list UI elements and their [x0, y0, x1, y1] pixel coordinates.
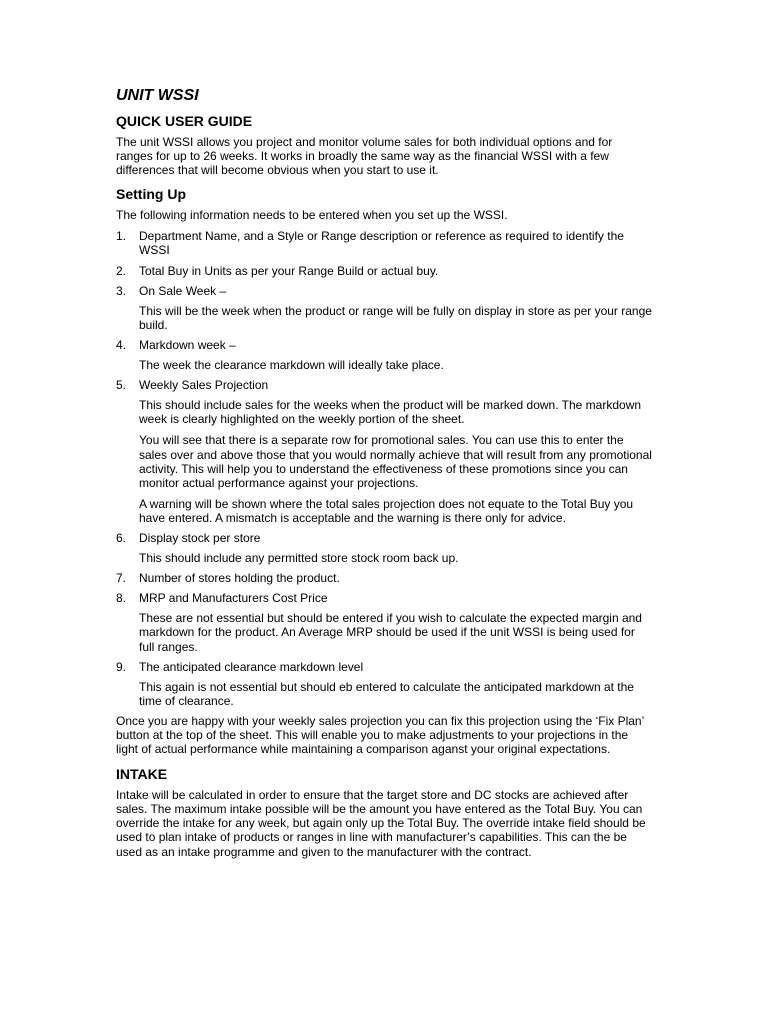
list-item-text: Total Buy in Units as per your Range Build or actual buy. — [139, 263, 439, 278]
list-item-detail: This should include any permitted store stock room back up. — [139, 551, 459, 566]
list-item-row — [116, 660, 652, 674]
list-item-detail: These are not essential but should be entered if you wish to calculate the expected margin and markdown for the product. An Average MRP should be used if the unit WSSI is being used for full ranges. — [139, 611, 642, 654]
list-item-detail: This again is not essential but should eb entered to calculate the anticipated markdown at the time of clearance. — [139, 679, 634, 708]
list-item-number: 8. — [116, 591, 127, 606]
intro-paragraph: The unit WSSI allows you project and monitor volume sales for both individual options and for ranges for up to 26 weeks. It works in broadly the same way as the financial WSSI with a few differences that will become obvious when you start to use it. — [116, 135, 613, 178]
setting-up-lead: The following information needs to be entered when you set up the WSSI. — [116, 208, 508, 223]
list-item-text: Number of stores holding the product. — [139, 571, 340, 586]
list-item — [116, 338, 652, 372]
list-item-detail: A warning will be shown where the total sales projection does not equate to the Total Buy you have entered. A mismatch is acceptable and the warning is there only for advice. — [139, 496, 634, 525]
list-item-row — [116, 571, 652, 585]
list-item-row — [116, 591, 652, 605]
list-item-text: Markdown week – — [139, 337, 236, 352]
list-item-number: 3. — [116, 283, 127, 298]
list-item-row — [116, 284, 652, 298]
list-item-number: 5. — [116, 378, 127, 393]
setup-steps-list — [116, 229, 652, 708]
list-item-text: Display stock per store — [139, 530, 261, 545]
document-title: UNIT WSSI — [116, 87, 199, 104]
list-item-detail: You will see that there is a separate row for promotional sales. You can use this to enter the sales over and above those that you would normally achieve that will result from any promotional activity. This will help you to understand the effectiveness of these promotions since you can monitor actual performance against your projections. — [139, 433, 652, 490]
list-item-text: Department Name, and a Style or Range description or reference as required to identify the WSSI — [139, 229, 624, 258]
list-item-detail: This should include sales for the weeks when the product will be marked down. The markdown week is clearly highlighted on the weekly portion of the sheet. — [139, 398, 642, 427]
list-item — [116, 264, 652, 278]
fix-plan-paragraph: Once you are happy with your weekly sales projection you can fix this projection using the ‘Fix Plan’ button at the top of the sheet. This will enable you to make adjustments to your projections in the light of actual performance while maintaining a comparison aganst your original expectations. — [116, 713, 644, 757]
list-item-number: 9. — [116, 659, 127, 674]
list-item-row — [116, 264, 652, 278]
list-item — [116, 660, 652, 708]
list-item-text: MRP and Manufacturers Cost Price — [139, 591, 328, 606]
list-item-detail: This will be the week when the product or range will be fully on display in store as per your range build. — [139, 303, 652, 332]
list-item — [116, 591, 652, 653]
list-item-row — [116, 338, 652, 352]
setting-up-heading: Setting Up — [116, 186, 186, 203]
list-item-number: 6. — [116, 530, 127, 545]
list-item-text: The anticipated clearance markdown level — [139, 659, 364, 674]
list-item-number: 4. — [116, 337, 127, 352]
list-item-row — [116, 378, 652, 392]
list-item-row — [116, 531, 652, 545]
list-item-text: Weekly Sales Projection — [139, 378, 269, 393]
list-item-number: 7. — [116, 571, 127, 586]
intake-paragraph: Intake will be calculated in order to ensure that the target store and DC stocks are achieved after sales. The maximum intake possible will be the amount you have entered as the Total Buy. You can override the intake for any week, but again only up the Total Buy. The override intake field should be used to plan intake of products or ranges in line with manufacturer’s capabilities. This can the be used as an intake programme and given to the manufacturer with the contract. — [116, 788, 646, 859]
list-item-number: 2. — [116, 263, 127, 278]
list-item — [116, 229, 652, 257]
intake-heading: INTAKE — [116, 766, 168, 783]
list-item-number: 1. — [116, 229, 127, 244]
list-item — [116, 284, 652, 332]
list-item — [116, 571, 652, 585]
list-item — [116, 531, 652, 565]
list-item-text: On Sale Week – — [139, 283, 227, 298]
guide-heading: QUICK USER GUIDE — [116, 113, 253, 129]
list-item — [116, 378, 652, 525]
list-item-detail: The week the clearance markdown will ideally take place. — [139, 358, 444, 373]
list-item-row — [116, 229, 652, 257]
